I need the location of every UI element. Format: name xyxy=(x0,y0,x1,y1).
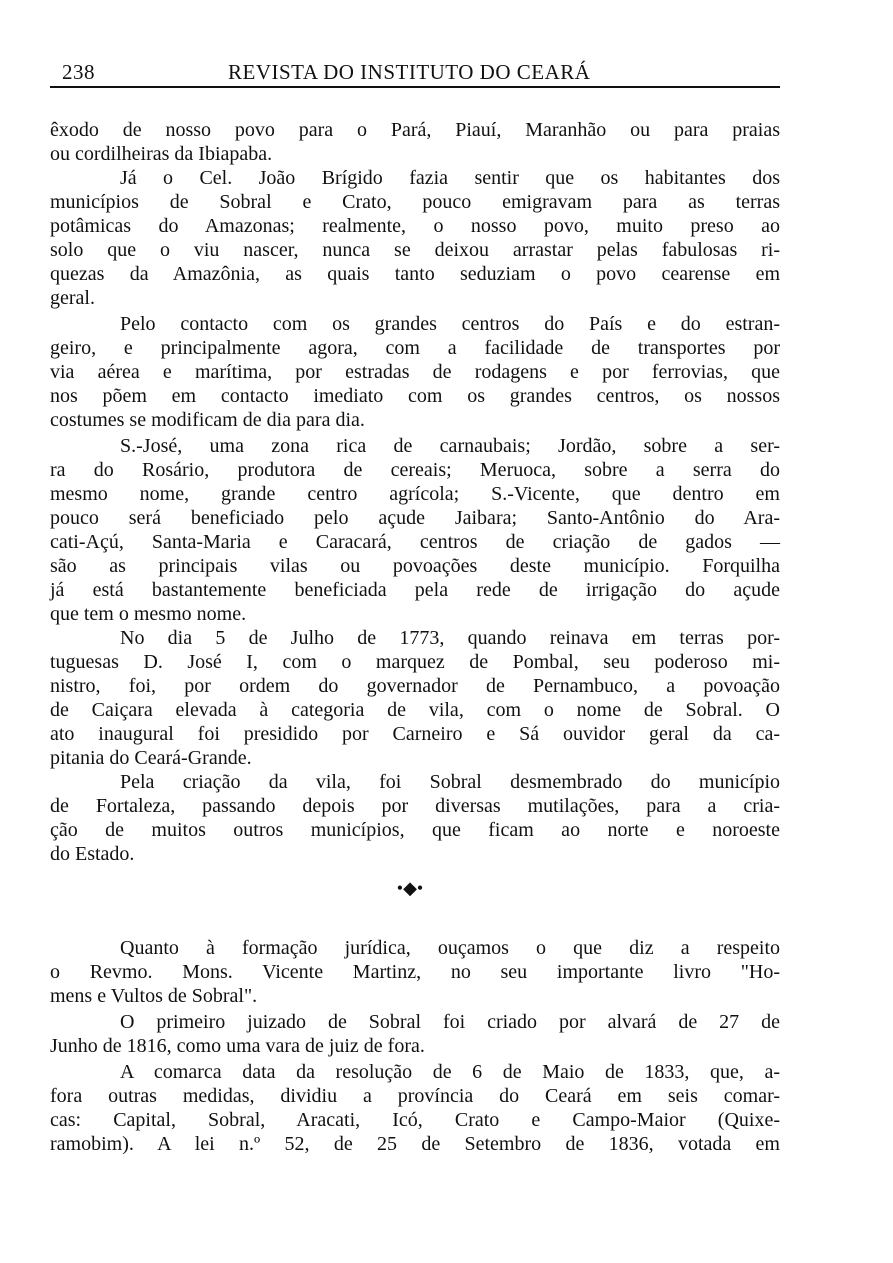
text-line: solo que o viu nascer, nunca se deixou arrastar pelas fabulosas ri- xyxy=(50,239,780,261)
text-line: Pelo contacto com os grandes centros do País e do estran- xyxy=(120,313,780,335)
text-line: ramobim). A lei n.º 52, de 25 de Setembro de 1836, votada em xyxy=(50,1133,780,1155)
text-line: ra do Rosário, produtora de cereais; Meruoca, sobre a serra do xyxy=(50,459,780,481)
text-line: No dia 5 de Julho de 1773, quando reinava em terras por- xyxy=(120,627,780,649)
text-line: ou cordilheiras da Ibiapaba. xyxy=(50,143,273,165)
journal-title: REVISTA DO INSTITUTO DO CEARÁ xyxy=(228,60,591,84)
section-ornament: •◆• xyxy=(396,878,424,898)
text-line: Já o Cel. João Brígido fazia sentir que os habitantes dos xyxy=(120,167,780,189)
text-line: via aérea e marítima, por estradas de rodagens e por ferrovias, que xyxy=(50,361,780,383)
text-line: quezas da Amazônia, as quais tanto seduziam o povo cearense em xyxy=(50,263,780,285)
running-header xyxy=(50,58,780,88)
text-line: do Estado. xyxy=(50,843,135,865)
text-line: ção de muitos outros municípios, que ficam ao norte e noroeste xyxy=(50,819,780,841)
text-line: são as principais vilas ou povoações deste município. Forquilha xyxy=(50,555,780,577)
text-line: de Fortaleza, passando depois por diversas mutilações, para a cria- xyxy=(50,795,780,817)
text-line: cas: Capital, Sobral, Aracati, Icó, Crato e Campo-Maior (Quixe- xyxy=(50,1109,780,1131)
text-line: nistro, foi, por ordem do governador de Pernambuco, a povoação xyxy=(50,675,780,697)
text-line: municípios de Sobral e Crato, pouco emigravam para as terras xyxy=(50,191,780,213)
text-line: O primeiro juizado de Sobral foi criado por alvará de 27 de xyxy=(120,1011,780,1033)
text-line: que tem o mesmo nome. xyxy=(50,603,247,625)
text-line: mens e Vultos de Sobral". xyxy=(50,985,258,1007)
text-line: nos põem em contacto imediato com os grandes centros, os nossos xyxy=(50,385,780,407)
text-line: ato inaugural foi presidido por Carneiro e Sá ouvidor geral da ca- xyxy=(50,723,780,745)
text-line: o Revmo. Mons. Vicente Martinz, no seu importante livro "Ho- xyxy=(50,961,780,983)
text-line: fora outras medidas, dividiu a província do Ceará em seis comar- xyxy=(50,1085,780,1107)
text-line: cati-Açú, Santa-Maria e Caracará, centros de criação de gados — xyxy=(50,531,780,553)
text-line: pouco será beneficiado pelo açude Jaibara; Santo-Antônio do Ara- xyxy=(50,507,780,529)
text-line: de Caiçara elevada à categoria de vila, com o nome de Sobral. O xyxy=(50,699,780,721)
text-line: geiro, e principalmente agora, com a facilidade de transportes por xyxy=(50,337,780,359)
text-line: Quanto à formação jurídica, ouçamos o que diz a respeito xyxy=(120,937,780,959)
page-number: 238 xyxy=(62,60,95,84)
text-line: S.-José, uma zona rica de carnaubais; Jordão, sobre a ser- xyxy=(120,435,780,457)
text-line: mesmo nome, grande centro agrícola; S.-Vicente, que dentro em xyxy=(50,483,780,505)
text-line: tuguesas D. José I, com o marquez de Pombal, seu poderoso mi- xyxy=(50,651,780,673)
text-line: costumes se modificam de dia para dia. xyxy=(50,409,365,431)
text-line: êxodo de nosso povo para o Pará, Piauí, Maranhão ou para praias xyxy=(50,119,780,141)
text-line: potâmicas do Amazonas; realmente, o nosso povo, muito preso ao xyxy=(50,215,780,237)
text-line: já está bastantemente beneficiada pela rede de irrigação do açude xyxy=(50,579,780,601)
text-line: Junho de 1816, como uma vara de juiz de fora. xyxy=(50,1035,425,1057)
text-line: pitania do Ceará-Grande. xyxy=(50,747,252,769)
text-line: geral. xyxy=(50,287,95,309)
text-line: Pela criação da vila, foi Sobral desmembrado do município xyxy=(120,771,780,793)
text-line: A comarca data da resolução de 6 de Maio de 1833, que, a- xyxy=(120,1061,780,1083)
